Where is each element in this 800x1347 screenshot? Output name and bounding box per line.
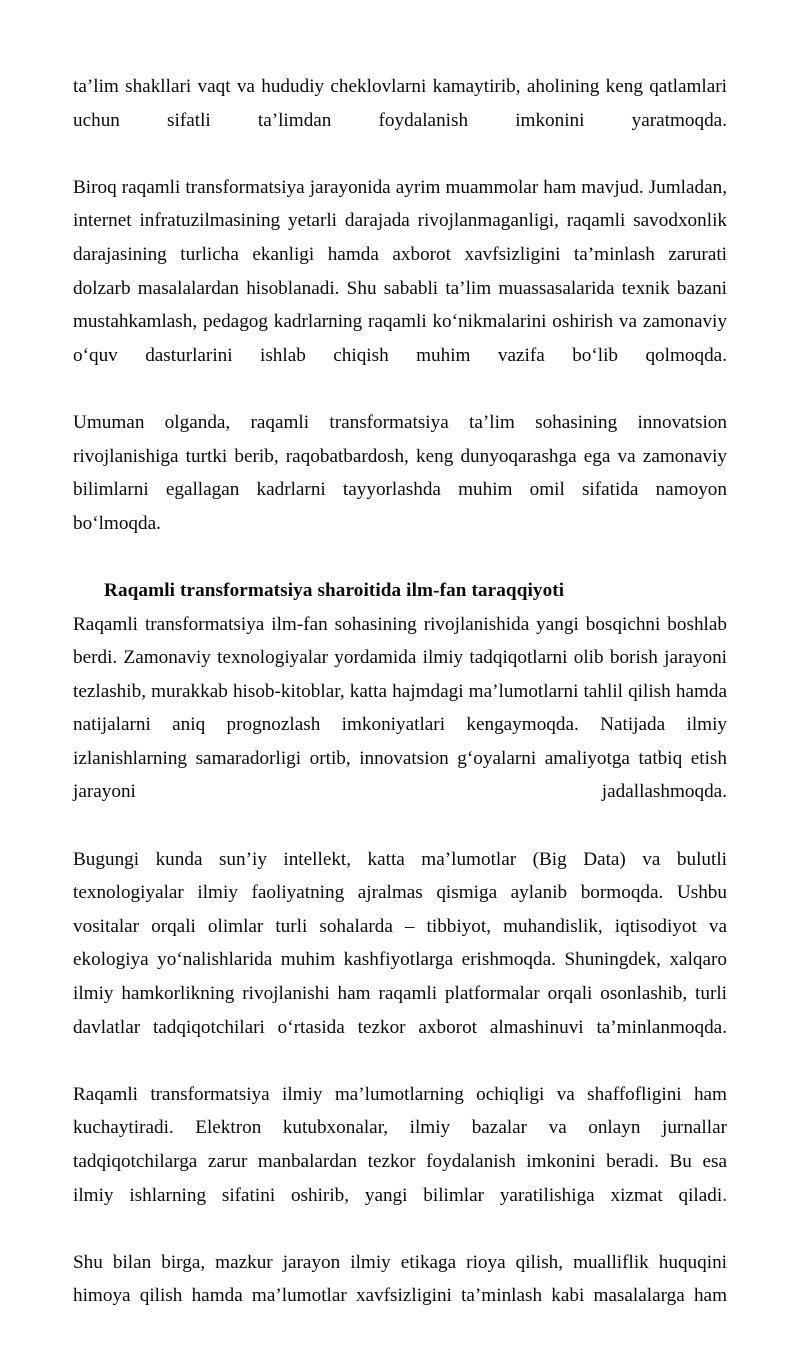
- paragraph-ethics-copyright-security: Shu bilan birga, mazkur jarayon ilmiy etikaga rioya qilish, mualliflik huquqini himoya qilish hamda ma’lumotlar xavfsizligini ta’minlash kabi masalalarga ham: [73, 1251, 727, 1307]
- paragraph-innovative-development-summary: Umuman olganda, raqamli transformatsiya ta’lim sohasining innovatsion rivojlanishiga turtki berib, raqobatbardosh, keng dunyoqarashga ega va zamonaviy bilimlarni egallagan kadrlarni tayyorlashda muhim omil sifatida namoyon bo‘lmoqda.: [73, 411, 727, 534]
- paragraph-digital-transformation-problems: Biroq raqamli transformatsiya jarayonida ayrim muammolar ham mavjud. Jumladan, internet infratuzilmasining yetarli darajada rivojlanmaganligi, raqamli savodxonlik darajasining turlicha ekanligi hamda axborot xavfsizligini ta’minlash zarurati dolzarb masalalardan hisoblanadi. Shu sababli ta’lim muassasalarida texnik bazani mustahkamlash, pedagog kadrlarning raqamli ko‘nikmalarini oshirish va zamonaviy o‘quv dasturlarini ishlab chiqish muhim vazifa bo‘lib qolmoqda.: [73, 176, 727, 366]
- section-heading-science-development: Raqamli transformatsiya sharoitida ilm-fan taraqqiyoti: [104, 579, 565, 601]
- paragraph-ai-bigdata-cloud: Bugungi kunda sun’iy intellekt, katta ma’lumotlar (Big Data) va bulutli texnologiyalar ilmiy faoliyatning ajralmas qismiga aylanib bormoqda. Ushbu vositalar orqali olimlar turli sohalarda – tibbiyot, muhandislik, iqtisodiyot va ekologiya yo‘nalishlarida muhim kashfiyotlarga erishmoqda. Shuningdek, xalqaro ilmiy hamkorlikning rivojlanishi ham raqamli platformalar orqali osonlashib, turli davlatlar tadqiqotchilari o‘rtasida tezkor axborot almashinuvi ta’minlanmoqda.: [73, 848, 727, 1038]
- paragraph-online-education-access: ta’lim shakllari vaqt va hududiy cheklovlarni kamaytirib, aholining keng qatlamlari uchun sifatli ta’limdan foydalanish imkonini yaratmoqda.: [73, 76, 727, 131]
- page-text-column: [73, 70, 727, 1347]
- paragraph-new-stage-of-science: Raqamli transformatsiya ilm-fan sohasining rivojlanishida yangi bosqichni boshlab berdi. Zamonaviy texnologiyalar yordamida ilmiy tadqiqotlarni olib borish jarayoni tezlashib, murakkab hisob-kitoblar, katta hajmdagi ma’lumotlarni tahlil qilish hamda natijalarni aniq prognozlash imkoniyatlari kengaymoqda. Natijada ilmiy izlanishlarning samaradorligi ortib, innovatsion g‘oyalarni amaliyotga tatbiq etish jarayoni jadallashmoqda.: [73, 613, 727, 803]
- paragraph-openness-and-transparency: Raqamli transformatsiya ilmiy ma’lumotlarning ochiqligi va shaffofligini ham kuchaytiradi. Elektron kutubxonalar, ilmiy bazalar va onlayn jurnallar tadqiqotchilarga zarur manbalardan tezkor foydalanish imkonini beradi. Bu esa ilmiy ishlarning sifatini oshirib, yangi bilimlar yaratilishiga xizmat qiladi.: [73, 1083, 727, 1206]
